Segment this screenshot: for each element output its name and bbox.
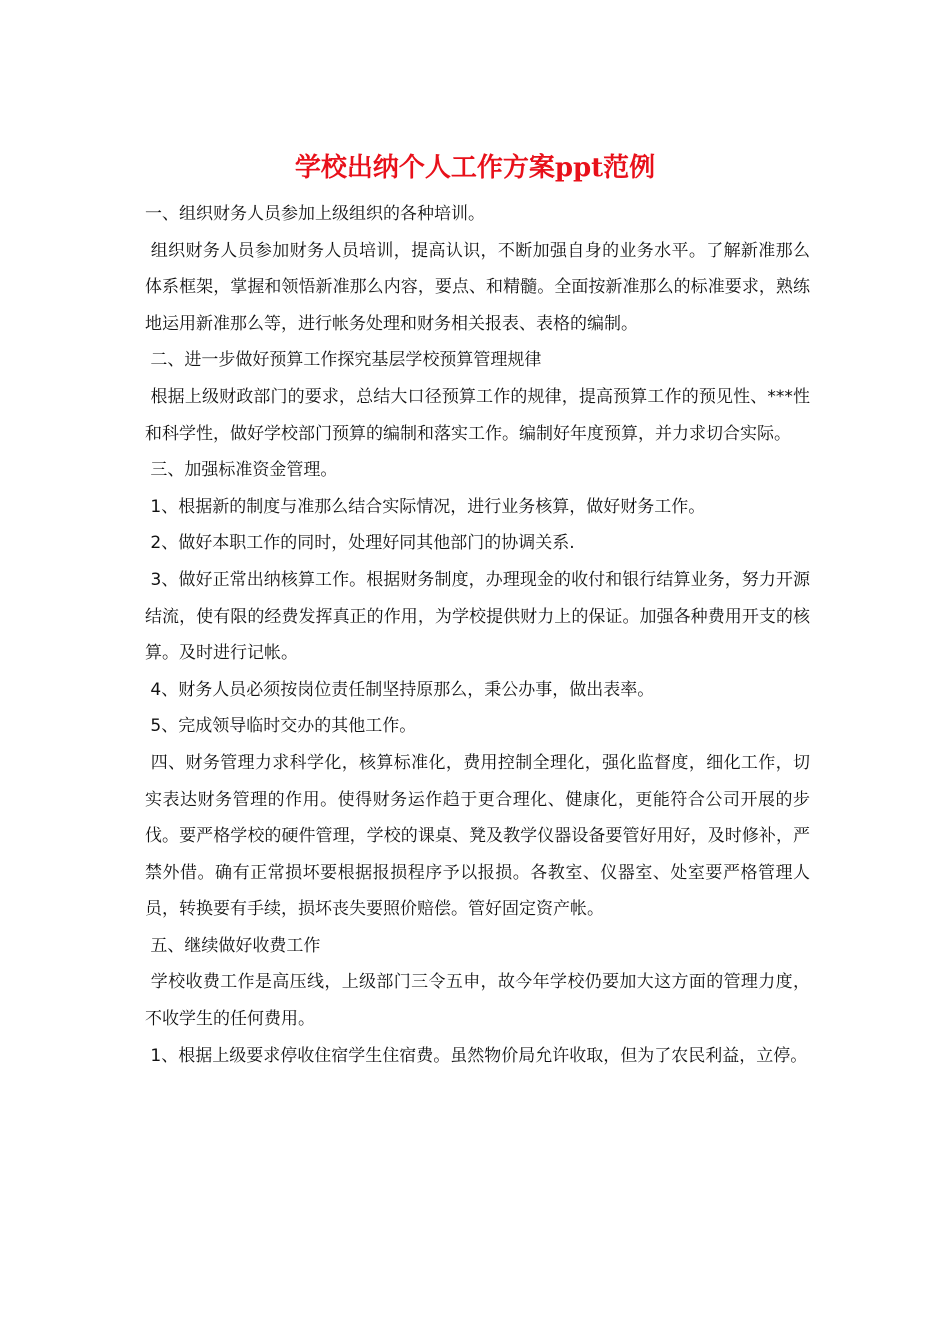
document-title: 学校出纳个人工作方案ppt范例 [294,153,656,183]
document-body [145,196,810,1074]
paragraph: 3、做好正常出纳核算工作。根据财务制度，办理现金的收付和银行结算业务，努力开源结流，使有限的经费发挥真正的作用，为学校提供财力上的保证。加强各种费用开支的核算。及时进行记帐。 [145,569,810,664]
paragraph: 学校收费工作是高压线，上级部门三令五申，故今年学校仍要加大这方面的管理力度，不收学生的任何费用。 [145,972,810,1030]
paragraph: 三、加强标准资金管理。 [145,460,338,481]
paragraph: 组织财务人员参加财务人员培训，提高认识，不断加强自身的业务水平。了解新准那么体系框架，掌握和领悟新准那么内容，要点、和精髓。全面按新准那么的标准要求，熟练地运用新准那么等，进行帐务处理和财务相关报表、表格的编制。 [145,240,810,334]
paragraph: 5、完成领导临时交办的其他工作。 [145,716,417,737]
paragraph: 1、根据新的制度与准那么结合实际情况，进行业务核算，做好财务工作。 [145,496,706,517]
paragraph: 根据上级财政部门的要求，总结大口径预算工作的规律，提高预算工作的预见性、***性和科学性，做好学校部门预算的编制和落实工作。编制好年度预算，并力求切合实际。 [145,386,811,444]
paragraph: 1、根据上级要求停收住宿学生住宿费。虽然物价局允许收取，但为了农民利益，立停。 [145,1045,808,1066]
paragraph: 二、进一步做好预算工作探究基层学校预算管理规律 [145,350,542,371]
paragraph: 五、继续做好收费工作 [145,935,321,956]
paragraph: 2、做好本职工作的同时，处理好同其他部门的协调关系. [145,533,575,554]
paragraph: 4、财务人员必须按岗位责任制坚持原那么，秉公办事，做出表率。 [145,679,655,700]
paragraph: 一、组织财务人员参加上级组织的各种培训。 [145,204,485,224]
paragraph: 四、财务管理力求科学化，核算标准化，费用控制全理化，强化监督度，细化工作，切实表达财务管理的作用。使得财务运作趋于更合理化、健康化，更能符合公司开展的步伐。要严格学校的硬件管理，学校的课桌、凳及教学仪器设备要管好用好，及时修补，严禁外借。确有正常损坏要根据报损程序予以报损。各教室、仪器室、处室要严格管理人员，转换要有手续，损坏丧失要照价赔偿。管好固定资产帐。 [145,752,810,920]
